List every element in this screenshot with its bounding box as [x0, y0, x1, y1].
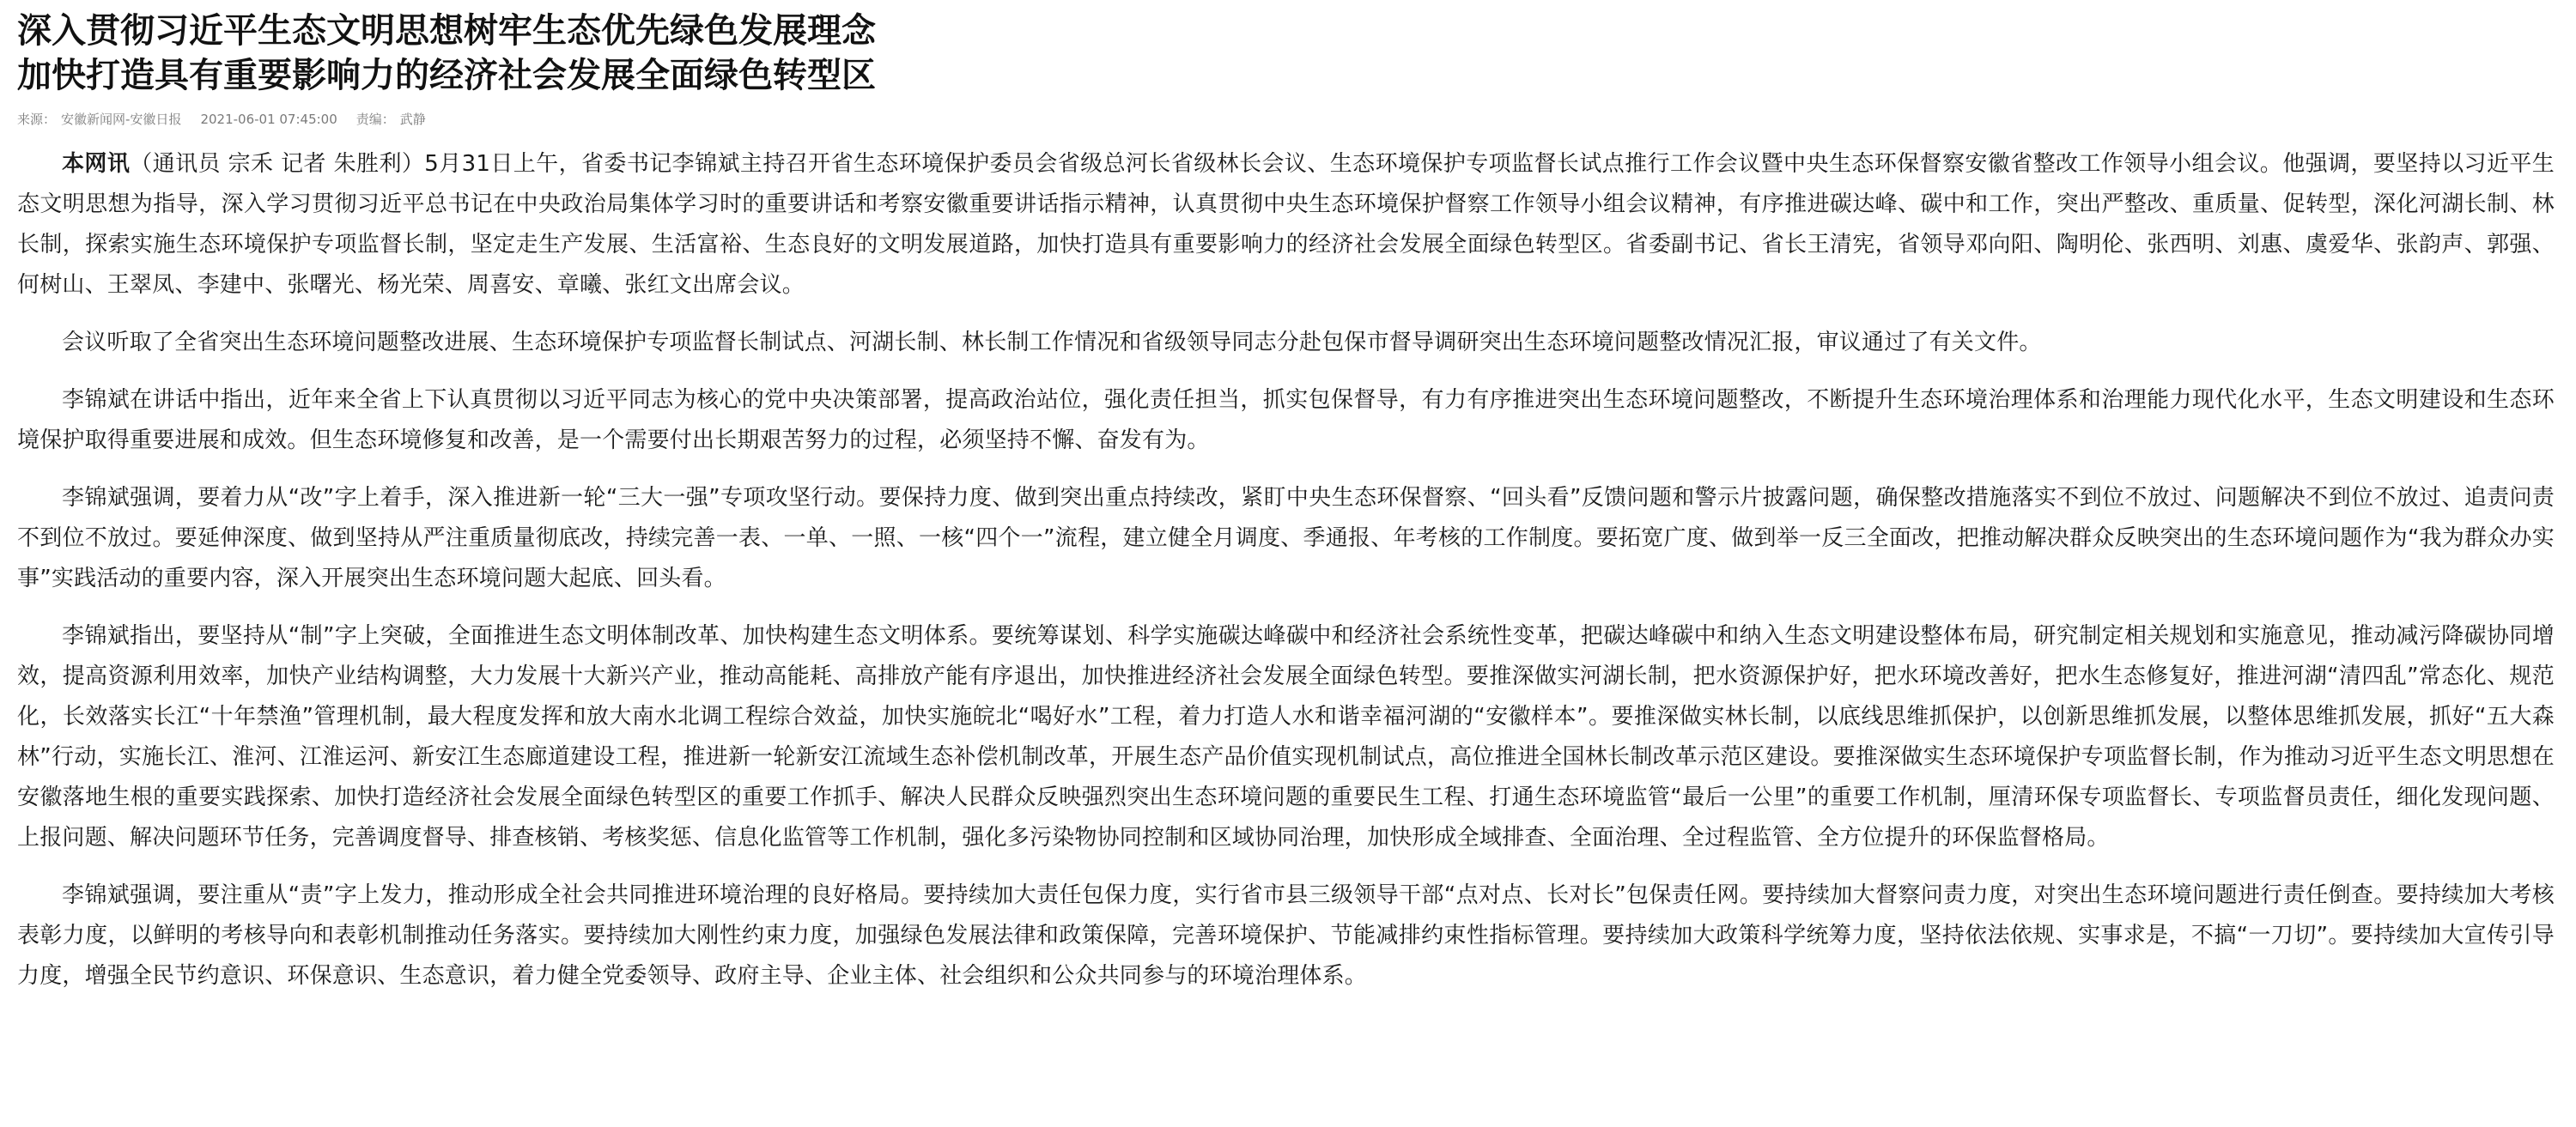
paragraph-1-lead: 本网讯: [62, 151, 131, 177]
headline: [17, 9, 2555, 98]
article: [17, 9, 2555, 1014]
paragraph-2: 会议听取了全省突出生态环境问题整改进展、生态环境保护专项监督长制试点、河湖长制、林长制工作情况和省级领导同志分赴包保市督导调研突出生态环境问题整改情况汇报，审议通过了有关文件。: [62, 330, 2042, 355]
article-meta: [17, 110, 2555, 129]
publish-datetime: 2021-06-01 07:45:00: [200, 112, 337, 127]
headline-line-2: 加快打造具有重要影响力的经济社会发展全面绿色转型区: [17, 56, 876, 95]
source-name: 安徽新闻网-安徽日报: [61, 112, 182, 127]
paragraph-5: 李锦斌指出，要坚持从“制”字上突破，全面推进生态文明体制改革、加快构建生态文明体系。要统筹谋划、科学实施碳达峰碳中和经济社会系统性变革，把碳达峰碳中和纳入生态文明建设整体布局，研究制定相关规划和实施意见，推动减污降碳协同增效，提高资源利用效率，加快产业结构调整，大力发展十大新兴产业，推动高能耗、高排放产能有序退出，加快推进经济社会发展全面绿色转型。要推深做实河湖长制，把水资源保护好，把水环境改善好，把水生态修复好，推进河湖“清四乱”常态化、规范化，长效落实长江“十年禁渔”管理机制，最大程度发挥和放大南水北调工程综合效益，加快实施皖北“喝好水”工程，着力打造人水和谐幸福河湖的“安徽样本”。要推深做实林长制，以底线思维抓保护，以创新思维抓发展，以整体思维抓发展，抓好“五大森林”行动，实施长江、淮河、江淮运河、新安江生态廊道建设工程，推进新一轮新安江流域生态补偿机制改革，开展生态产品价值实现机制试点，高位推进全国林长制改革示范区建设。要推深做实生态环境保护专项监督长制，作为推动习近平生态文明思想在安徽落地生根的重要实践探索、加快打造经济社会发展全面绿色转型区的重要工作抓手、解决人民群众反映强烈突出生态环境问题的重要民生工程、打通生态环境监管“最后一公里”的重要工作机制，厘清环保专项监督长、专项监督员责任，细化发现问题、上报问题、解决问题环节任务，完善调度督导、排查核销、考核奖惩、信息化监管等工作机制，强化多污染物协同控制和区域协同治理，加快形成全域排查、全面治理、全过程监管、全方位提升的环保监督格局。: [17, 623, 2555, 851]
article-body: [17, 144, 2555, 997]
editor-label: 责编：: [355, 112, 395, 127]
editor-name: 武静: [399, 112, 426, 127]
paragraph-3: 李锦斌在讲话中指出，近年来全省上下认真贯彻以习近平同志为核心的党中央决策部署，提高政治站位，强化责任担当，抓实包保督导，有力有序推进突出生态环境问题整改，不断提升生态环境治理体系和治理能力现代化水平，生态文明建设和生态环境保护取得重要进展和成效。但生态环境修复和改善，是一个需要付出长期艰苦努力的过程，必须坚持不懈、奋发有为。: [17, 387, 2555, 453]
headline-line-1: 深入贯彻习近平生态文明思想树牢生态优先绿色发展理念: [17, 11, 876, 51]
source-label: 来源：: [17, 112, 57, 127]
paragraph-1: [17, 144, 2555, 306]
paragraph-1-text: （通讯员 宗禾 记者 朱胜利）5月31日上午，省委书记李锦斌主持召开省生态环境保护委员会省级总河长省级林长会议、生态环境保护专项监督长试点推行工作会议暨中央生态环保督察安徽省整改工作领导小组会议。他强调，要坚持以习近平生态文明思想为指导，深入学习贯彻习近平总书记在中央政治局集体学习时的重要讲话和考察安徽重要讲话指示精神，认真贯彻中央生态环境保护督察工作领导小组会议精神，有序推进碳达峰、碳中和工作，突出严整改、重质量、促转型，深化河湖长制、林长制，探索实施生态环境保护专项监督长制，坚定走生产发展、生活富裕、生态良好的文明发展道路，加快打造具有重要影响力的经济社会发展全面绿色转型区。省委副书记、省长王清宪，省领导邓向阳、陶明伦、张西明、刘惠、虞爱华、张韵声、郭强、何树山、王翠凤、李建中、张曙光、杨光荣、周喜安、章曦、张红文出席会议。: [17, 151, 2555, 298]
paragraph-6: 李锦斌强调，要注重从“责”字上发力，推动形成全社会共同推进环境治理的良好格局。要持续加大责任包保力度，实行省市县三级领导干部“点对点、长对长”包保责任网。要持续加大督察问责力度，对突出生态环境问题进行责任倒查。要持续加大考核表彰力度，以鲜明的考核导向和表彰机制推动任务落实。要持续加大刚性约束力度，加强绿色发展法律和政策保障，完善环境保护、节能减排约束性指标管理。要持续加大政策科学统筹力度，坚持依法依规、实事求是，不搞“一刀切”。要持续加大宣传引导力度，增强全民节约意识、环保意识、生态意识，着力健全党委领导、政府主导、企业主体、社会组织和公众共同参与的环境治理体系。: [17, 882, 2555, 989]
paragraph-4: 李锦斌强调，要着力从“改”字上着手，深入推进新一轮“三大一强”专项攻坚行动。要保持力度、做到突出重点持续改，紧盯中央生态环保督察、“回头看”反馈问题和警示片披露问题，确保整改措施落实不到位不放过、问题解决不到位不放过、追责问责不到位不放过。要延伸深度、做到坚持从严注重质量彻底改，持续完善一表、一单、一照、一核“四个一”流程，建立健全月调度、季通报、年考核的工作制度。要拓宽广度、做到举一反三全面改，把推动解决群众反映突出的生态环境问题作为“我为群众办实事”实践活动的重要内容，深入开展突出生态环境问题大起底、回头看。: [17, 485, 2555, 591]
